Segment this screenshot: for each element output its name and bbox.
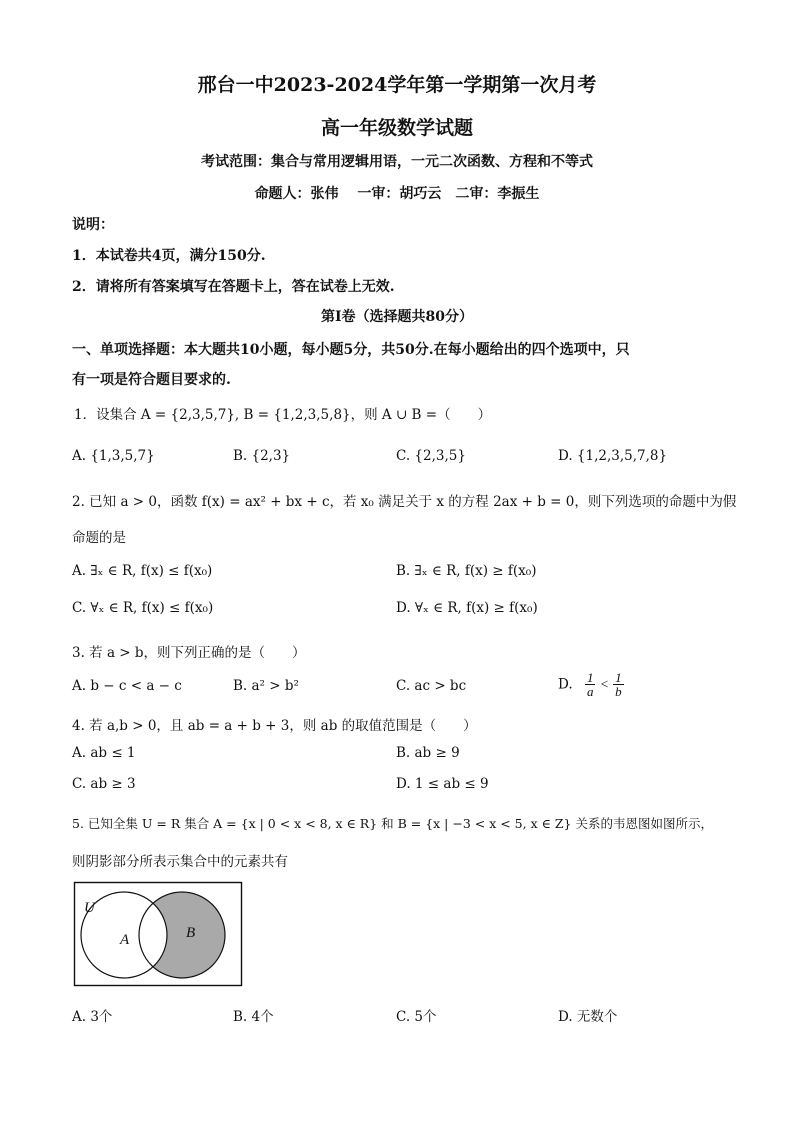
q4-option-d: D. 1 ≤ ab ≤ 9 (396, 776, 489, 792)
q2-option-c: C. ∀ₓ ∈ R, f(x) ≤ f(x₀) (72, 600, 214, 616)
note-item: 1．本试卷共4页，满分150分. (72, 248, 266, 264)
q3-option-b: B. a² > b² (233, 678, 299, 694)
q5-option-b: B. 4个 (233, 1009, 274, 1025)
venn-label-u: U (84, 900, 95, 916)
question-5-stem: 5. 已知全集 U = R 集合 A = {x | 0 < x < 8, x ∈ R} 和 B = {x | −3 < x < 5, x ∈ Z} 关系的韦恩图如图所示， (72, 816, 713, 831)
venn-diagram (72, 880, 244, 988)
exam-subtitle: 高一年级数学试题 (320, 117, 473, 139)
q5-option-c: C. 5个 (396, 1009, 437, 1025)
q4-option-c: C. ab ≥ 3 (72, 776, 136, 792)
fraction-1-over-b: $\frac{1}{b}$ (615, 670, 622, 699)
q4-option-b: B. ab ≥ 9 (396, 745, 460, 761)
q5-option-d: D. 无数个 (558, 1009, 618, 1025)
q1-option-a: A. {1,3,5,7} (72, 448, 155, 464)
q2-option-b: B. ∃ₓ ∈ R, f(x) ≥ f(x₀) (396, 563, 537, 579)
q1-option-b: B. {2,3} (233, 448, 291, 464)
note-item: 2．请将所有答案填写在答题卡上，答在试卷上无效. (72, 279, 395, 295)
q2-option-a: A. ∃ₓ ∈ R, f(x) ≤ f(x₀) (72, 563, 213, 579)
question-3-stem: 3. 若 a > b，则下列正确的是（ ） (72, 645, 306, 661)
part1-instructions-cont: 有一项是符合题目要求的. (72, 372, 231, 388)
q3-option-c: C. ac > bc (396, 678, 467, 694)
notes-heading: 说明： (72, 217, 114, 233)
exam-scope: 考试范围：集合与常用逻辑用语，一元二次函数、方程和不等式 (201, 154, 593, 170)
question-5-stem-cont: 则阴影部分所表示集合中的元素共有 (72, 854, 288, 870)
q3-option-d (558, 671, 624, 698)
question-1-stem: 1．设集合 A = {2,3,5,7}, B = {1,2,3,5,8}，则 A ∪ B =（ ） (74, 407, 492, 423)
venn-label-a: A (120, 932, 130, 948)
volume-title: 第Ⅰ卷（选择题共80分） (320, 309, 474, 325)
exam-title: 邢台一中2023-2024学年第一学期第一次月考 (197, 74, 597, 96)
question-4-stem: 4. 若 a,b > 0，且 ab = a + b + 3，则 ab 的取值范围是（ ） (72, 718, 477, 734)
exam-authors: 命题人：张伟 一审：胡巧云 二审：李振生 (254, 186, 540, 202)
q1-option-d: D. {1,2,3,5,7,8} (558, 448, 668, 464)
less-than-sign: < (599, 676, 609, 692)
q5-option-a: A. 3个 (72, 1009, 113, 1025)
question-2-stem: 2. 已知 a > 0，函数 f(x) = ax² + bx + c，若 x₀ 满足关于 x 的方程 2ax + b = 0，则下列选项的命题中为假 (72, 494, 737, 510)
q3-option-a: A. b − c < a − c (72, 678, 182, 694)
part1-instructions: 一、单项选择题：本大题共10小题，每小题5分，共50分.在每小题给出的四个选项中，只 (72, 342, 630, 358)
q1-option-c: C. {2,3,5} (396, 448, 466, 464)
question-2-stem-cont: 命题的是 (72, 530, 126, 546)
q2-option-d: D. ∀ₓ ∈ R, f(x) ≥ f(x₀) (396, 600, 538, 616)
fraction-1-over-a: $\frac{1}{a}$ (586, 670, 594, 699)
venn-label-b: B (186, 925, 196, 941)
q4-option-a: A. ab ≤ 1 (72, 745, 136, 761)
q3-option-d-label: D. (558, 676, 573, 693)
